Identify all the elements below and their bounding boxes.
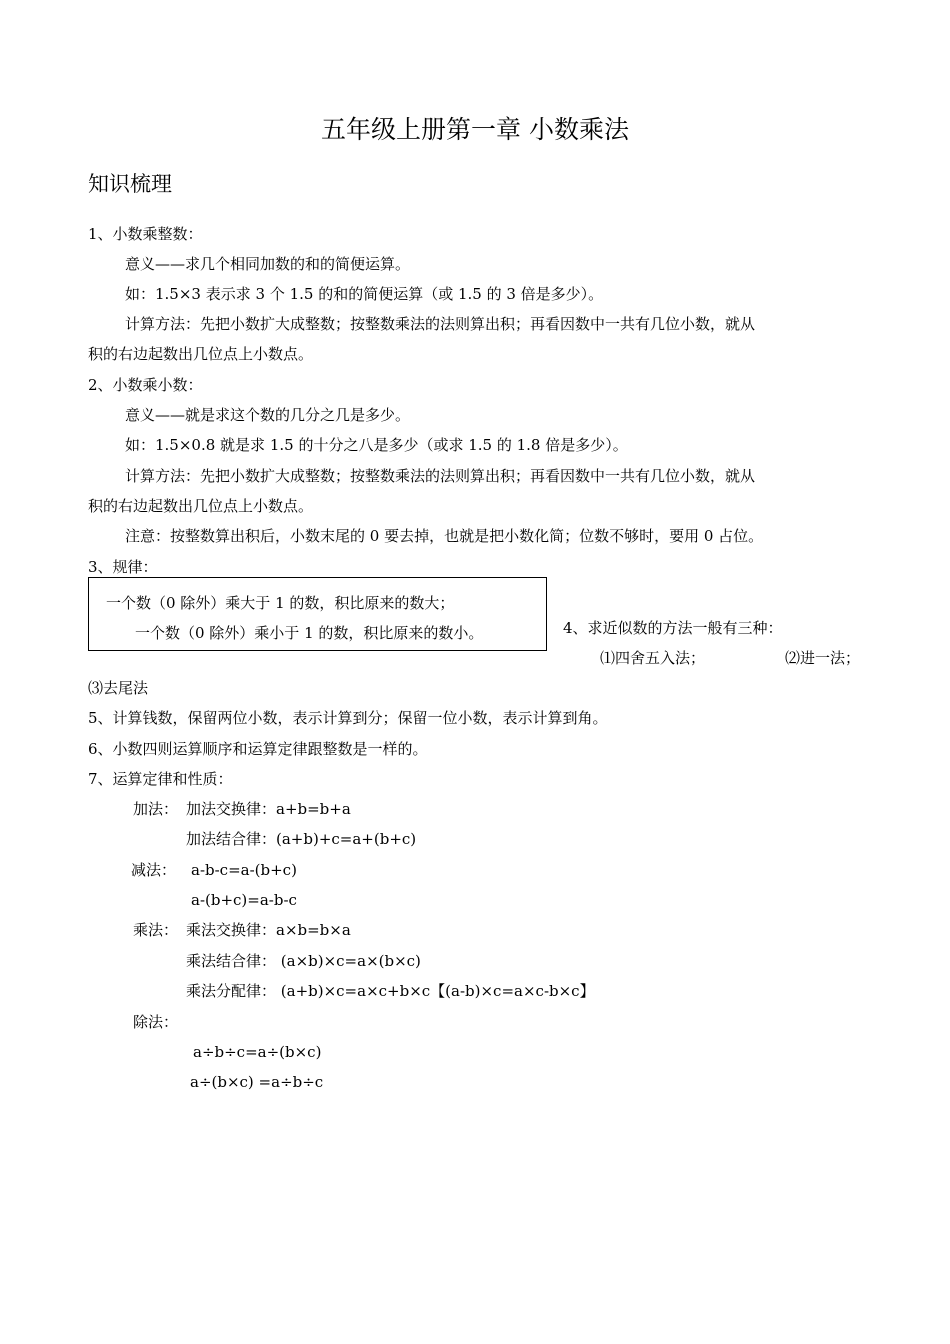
- page-title: 五年级上册第一章 小数乘法: [321, 115, 629, 144]
- p1-example: 如：1.5×3 表示求 3 个 1.5 的和的简便运算（或 1.5 的 3 倍是多少）。: [125, 285, 604, 303]
- p2-example: 如：1.5×0.8 就是求 1.5 的十分之八是多少（或求 1.5 的 1.8 倍是多少）。: [125, 436, 628, 454]
- p1-meaning: 意义——求几个相同加数的和的简便运算。: [125, 255, 411, 273]
- mul-commutative: 乘法交换律：a×b=b×a: [186, 921, 351, 939]
- sub-rule-1: a-b-c=a-(b+c): [191, 861, 297, 879]
- div-label: 除法：: [133, 1013, 179, 1031]
- section-heading: 知识梳理: [88, 172, 172, 196]
- mul-associative: 乘法结合律： (a×b)×c=a×(b×c): [186, 952, 421, 970]
- mul-distributive: 乘法分配律： (a+b)×c=a×c+b×c【(a-b)×c=a×c-b×c】: [186, 982, 595, 1000]
- p1-heading: 1、小数乘整数：: [88, 225, 203, 243]
- div-rule-2: a÷(b×c) =a÷b÷c: [190, 1073, 324, 1091]
- p2-heading: 2、小数乘小数：: [88, 376, 203, 394]
- p1-method-line2: 积的右边起数出几位点上小数点。: [88, 345, 314, 363]
- p1-method-line1: 计算方法：先把小数扩大成整数；按整数乘法的法则算出积；再看因数中一共有几位小数，就从: [125, 315, 756, 333]
- add-associative: 加法结合律：(a+b)+c=a+(b+c): [186, 830, 417, 848]
- p4-heading: 4、求近似数的方法一般有三种：: [563, 619, 783, 637]
- add-label: 加法：: [133, 800, 179, 818]
- rule-2: 一个数（0 除外）乘小于 1 的数，积比原来的数小。: [135, 624, 484, 642]
- add-commutative: 加法交换律：a+b=b+a: [186, 800, 351, 818]
- p4-method-1: ⑴四舍五入法；: [600, 649, 706, 667]
- p2-meaning: 意义——就是求这个数的几分之几是多少。: [125, 406, 411, 424]
- p2-method-line2: 积的右边起数出几位点上小数点。: [88, 497, 314, 515]
- p4-method-3: ⑶去尾法: [88, 679, 149, 697]
- p5: 5、计算钱数，保留两位小数，表示计算到分；保留一位小数，表示计算到角。: [88, 709, 608, 727]
- sub-label: 减法：: [131, 861, 177, 879]
- div-rule-1: a÷b÷c=a÷(b×c): [193, 1043, 322, 1061]
- p2-note: 注意：按整数算出积后，小数末尾的 0 要去掉，也就是把小数化简；位数不够时，要用 0 占位。: [125, 527, 764, 545]
- p4-method-2: ⑵进一法；: [785, 649, 861, 667]
- rule-1: 一个数（0 除外）乘大于 1 的数，积比原来的数大；: [106, 594, 455, 612]
- p7-heading: 7、运算定律和性质：: [88, 770, 233, 788]
- p3-heading: 3、规律：: [88, 558, 158, 576]
- sub-rule-2: a-(b+c)=a-b-c: [191, 891, 297, 909]
- mul-label: 乘法：: [133, 921, 179, 939]
- p2-method-line1: 计算方法：先把小数扩大成整数；按整数乘法的法则算出积；再看因数中一共有几位小数，就从: [125, 467, 756, 485]
- p6: 6、小数四则运算顺序和运算定律跟整数是一样的。: [88, 740, 428, 758]
